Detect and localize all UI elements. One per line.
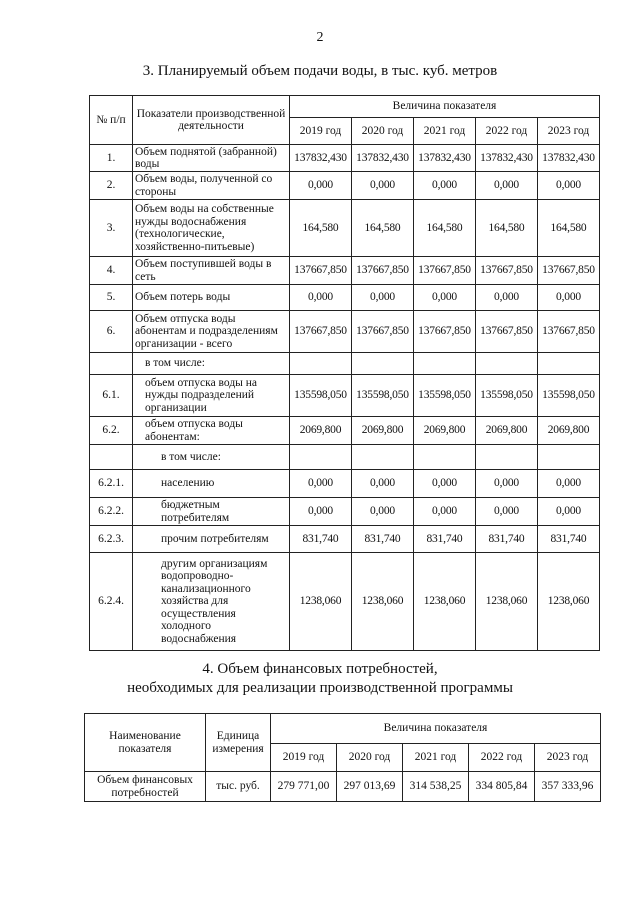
row-name: Объем финансовых потребностей [85, 772, 206, 802]
row-unit: тыс. руб. [206, 772, 271, 802]
row-value: 137832,430 [352, 145, 414, 172]
row-value: 137667,850 [476, 311, 538, 353]
col-value-header: Величина показателя [271, 714, 601, 744]
row-value: 137832,430 [538, 145, 600, 172]
row-label: другим организациям водопроводно-канализационного хозяйства для осуществления холодного водоснабжения [133, 553, 290, 651]
row-label: Объем отпуска воды абонентам и подразделениям организации - всего [133, 311, 290, 353]
table-row [90, 145, 600, 172]
row-value: 0,000 [414, 470, 476, 498]
row-value: 0,000 [352, 498, 414, 526]
row-value: 164,580 [414, 200, 476, 257]
row-value: 0,000 [414, 498, 476, 526]
row-value [290, 353, 352, 375]
col-num-header: № п/п [90, 96, 133, 145]
row-label: прочим потребителям [133, 526, 290, 553]
row-value: 0,000 [476, 470, 538, 498]
table-row [90, 200, 600, 257]
page-number: 2 [316, 30, 324, 45]
col-value-header: Величина показателя [290, 96, 600, 118]
section4-title-line2: необходимых для реализации производственной программы [127, 680, 513, 696]
row-label: Объем потерь воды [133, 285, 290, 311]
row-number: 4. [90, 257, 133, 285]
row-number: 5. [90, 285, 133, 311]
row-value: 164,580 [352, 200, 414, 257]
row-value: 137667,850 [290, 257, 352, 285]
table-row [90, 526, 600, 553]
row-label: в том числе: [133, 445, 290, 470]
row-number: 6.2.3. [90, 526, 133, 553]
table-row [90, 553, 600, 651]
row-value: 135598,050 [290, 375, 352, 417]
row-value [290, 445, 352, 470]
section4-title-line1: 4. Объем финансовых потребностей, [202, 661, 438, 677]
row-value: 135598,050 [476, 375, 538, 417]
row-value: 0,000 [290, 172, 352, 200]
row-label: Объем поступившей воды в сеть [133, 257, 290, 285]
row-value [352, 353, 414, 375]
row-value: 831,740 [414, 526, 476, 553]
row-value: 135598,050 [414, 375, 476, 417]
year-header: 2022 год [476, 118, 538, 145]
row-value: 1238,060 [352, 553, 414, 651]
row-label: объем отпуска воды на нужды подразделений организации [133, 375, 290, 417]
row-value: 1238,060 [476, 553, 538, 651]
row-value: 164,580 [476, 200, 538, 257]
col-unit-header: Единица измерения [206, 714, 271, 772]
table-row [90, 285, 600, 311]
row-value: 135598,050 [352, 375, 414, 417]
row-value: 0,000 [414, 285, 476, 311]
row-value: 164,580 [290, 200, 352, 257]
row-value [414, 445, 476, 470]
row-number: 6.2.4. [90, 553, 133, 651]
row-value: 1238,060 [290, 553, 352, 651]
row-value: 137832,430 [476, 145, 538, 172]
row-value: 137667,850 [414, 311, 476, 353]
section4-title [0, 660, 640, 698]
row-value: 0,000 [352, 470, 414, 498]
section3-title: 3. Планируемый объем подачи воды, в тыс. куб. метров [142, 63, 498, 79]
row-value: 0,000 [538, 285, 600, 311]
row-value: 831,740 [290, 526, 352, 553]
row-value: 0,000 [476, 172, 538, 200]
row-value: 279 771,00 [271, 772, 337, 802]
row-label: населению [133, 470, 290, 498]
row-value: 2069,800 [290, 417, 352, 445]
row-value: 0,000 [290, 285, 352, 311]
row-label: бюджетным потребителям [133, 498, 290, 526]
row-value: 1238,060 [538, 553, 600, 651]
row-value: 137667,850 [538, 257, 600, 285]
row-number: 3. [90, 200, 133, 257]
row-number: 6.2. [90, 417, 133, 445]
row-value: 831,740 [476, 526, 538, 553]
year-header: 2021 год [414, 118, 476, 145]
financial-needs-table [84, 713, 601, 802]
row-value [476, 445, 538, 470]
row-number [90, 353, 133, 375]
row-value: 2069,800 [538, 417, 600, 445]
row-value: 137667,850 [352, 311, 414, 353]
year-header: 2020 год [352, 118, 414, 145]
row-value [414, 353, 476, 375]
table-row [90, 172, 600, 200]
row-label: Объем воды, полученной со стороны [133, 172, 290, 200]
row-value: 0,000 [538, 470, 600, 498]
row-value: 0,000 [290, 470, 352, 498]
year-header: 2022 год [469, 744, 535, 772]
row-number: 1. [90, 145, 133, 172]
row-label: объем отпуска воды абонентам: [133, 417, 290, 445]
row-value: 831,740 [352, 526, 414, 553]
row-number: 6.2.2. [90, 498, 133, 526]
table-row [90, 353, 600, 375]
row-number [90, 445, 133, 470]
year-header: 2023 год [538, 118, 600, 145]
row-label: Объем поднятой (забранной) воды [133, 145, 290, 172]
row-value: 0,000 [414, 172, 476, 200]
row-value: 137667,850 [352, 257, 414, 285]
row-value: 137832,430 [290, 145, 352, 172]
year-header: 2019 год [271, 744, 337, 772]
row-value [476, 353, 538, 375]
water-supply-table [89, 95, 600, 651]
col-name-header: Наименование показателя [85, 714, 206, 772]
year-header: 2023 год [535, 744, 601, 772]
row-value: 2069,800 [476, 417, 538, 445]
table-row [85, 772, 601, 802]
year-header: 2021 год [403, 744, 469, 772]
row-value: 0,000 [538, 172, 600, 200]
col-indicator-header: Показатели производственной деятельности [133, 96, 290, 145]
row-value: 357 333,96 [535, 772, 601, 802]
row-value: 0,000 [476, 285, 538, 311]
table-row [90, 257, 600, 285]
row-value: 297 013,69 [337, 772, 403, 802]
row-value: 137832,430 [414, 145, 476, 172]
row-value [538, 353, 600, 375]
row-value: 314 538,25 [403, 772, 469, 802]
row-value: 0,000 [352, 285, 414, 311]
row-label: в том числе: [133, 353, 290, 375]
table-row [90, 375, 600, 417]
row-value: 2069,800 [352, 417, 414, 445]
row-value: 137667,850 [476, 257, 538, 285]
row-number: 6.1. [90, 375, 133, 417]
row-number: 2. [90, 172, 133, 200]
row-number: 6.2.1. [90, 470, 133, 498]
row-value: 831,740 [538, 526, 600, 553]
row-value [538, 445, 600, 470]
row-value: 0,000 [352, 172, 414, 200]
row-value: 1238,060 [414, 553, 476, 651]
row-value: 0,000 [538, 498, 600, 526]
row-value: 137667,850 [414, 257, 476, 285]
year-header: 2019 год [290, 118, 352, 145]
table-row [90, 311, 600, 353]
row-value: 0,000 [476, 498, 538, 526]
table-row [90, 498, 600, 526]
row-value: 164,580 [538, 200, 600, 257]
row-value: 137667,850 [290, 311, 352, 353]
row-value: 135598,050 [538, 375, 600, 417]
row-value: 334 805,84 [469, 772, 535, 802]
table-row [90, 470, 600, 498]
row-value: 0,000 [290, 498, 352, 526]
row-value: 137667,850 [538, 311, 600, 353]
row-value [352, 445, 414, 470]
row-label: Объем воды на собственные нужды водоснабжения (технологические, хозяйственно-питьевые) [133, 200, 290, 257]
row-number: 6. [90, 311, 133, 353]
table-row [90, 445, 600, 470]
row-value: 2069,800 [414, 417, 476, 445]
table-row [90, 417, 600, 445]
year-header: 2020 год [337, 744, 403, 772]
